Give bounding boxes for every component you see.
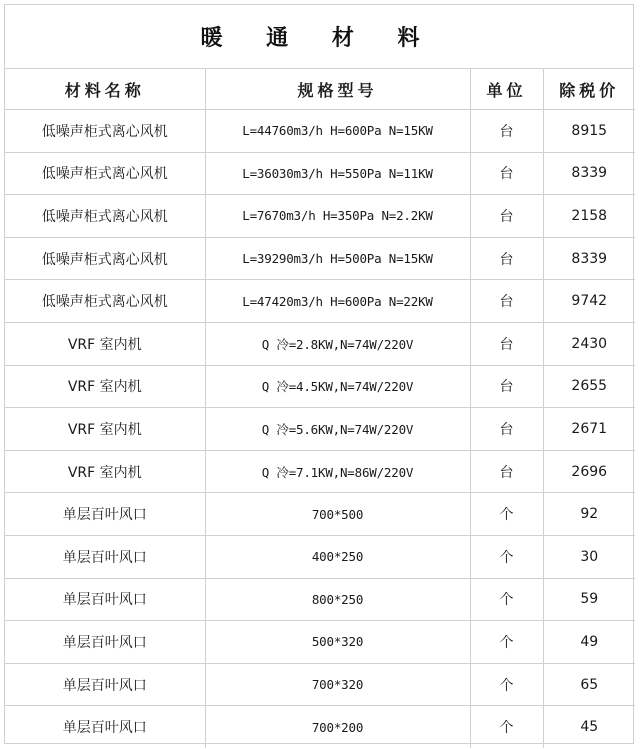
table-row: [5, 450, 635, 493]
table-row: [5, 408, 635, 451]
table-row: [5, 365, 635, 408]
cell-price: 45: [543, 706, 635, 748]
cell-unit: 台: [470, 450, 543, 493]
cell-material-name: 低噪声柜式离心风机: [5, 237, 205, 280]
cell-price: 2696: [543, 450, 635, 493]
cell-price: 2655: [543, 365, 635, 408]
cell-unit: 个: [470, 706, 543, 748]
cell-spec-model: L=44760m3/h H=600Pa N=15KW: [205, 110, 470, 153]
table-row: [5, 706, 635, 748]
table-row: [5, 663, 635, 706]
header-price-excl-tax: 除税价: [543, 69, 635, 110]
cell-spec-model: L=7670m3/h H=350Pa N=2.2KW: [205, 195, 470, 238]
cell-material-name: 低噪声柜式离心风机: [5, 152, 205, 195]
cell-price: 30: [543, 535, 635, 578]
cell-material-name: 单层百叶风口: [5, 493, 205, 536]
cell-material-name: 单层百叶风口: [5, 578, 205, 621]
cell-unit: 个: [470, 578, 543, 621]
table-row: [5, 195, 635, 238]
cell-unit: 个: [470, 535, 543, 578]
cell-spec-model: 700*320: [205, 663, 470, 706]
cell-material-name: 单层百叶风口: [5, 621, 205, 664]
cell-material-name: 低噪声柜式离心风机: [5, 195, 205, 238]
cell-spec-model: Q 冷=2.8KW,N=74W/220V: [205, 322, 470, 365]
cell-unit: 个: [470, 493, 543, 536]
table-row: [5, 493, 635, 536]
cell-spec-model: L=39290m3/h H=500Pa N=15KW: [205, 237, 470, 280]
cell-unit: 台: [470, 365, 543, 408]
cell-unit: 台: [470, 408, 543, 451]
materials-table: [5, 69, 635, 748]
cell-price: 92: [543, 493, 635, 536]
cell-spec-model: Q 冷=5.6KW,N=74W/220V: [205, 408, 470, 451]
cell-unit: 台: [470, 195, 543, 238]
cell-spec-model: Q 冷=7.1KW,N=86W/220V: [205, 450, 470, 493]
cell-material-name: VRF 室内机: [5, 365, 205, 408]
cell-price: 65: [543, 663, 635, 706]
cell-material-name: 低噪声柜式离心风机: [5, 280, 205, 323]
cell-material-name: 低噪声柜式离心风机: [5, 110, 205, 153]
cell-price: 59: [543, 578, 635, 621]
table-row: [5, 578, 635, 621]
header-unit: 单位: [470, 69, 543, 110]
table-row: [5, 237, 635, 280]
cell-spec-model: Q 冷=4.5KW,N=74W/220V: [205, 365, 470, 408]
cell-spec-model: L=36030m3/h H=550Pa N=11KW: [205, 152, 470, 195]
table-row: [5, 535, 635, 578]
cell-price: 9742: [543, 280, 635, 323]
table-row: [5, 322, 635, 365]
cell-price: 2158: [543, 195, 635, 238]
materials-sheet: [4, 4, 634, 744]
cell-unit: 台: [470, 237, 543, 280]
table-row: [5, 621, 635, 664]
table-row: [5, 280, 635, 323]
page-title: 暖 通 材 料: [5, 5, 633, 69]
cell-spec-model: 800*250: [205, 578, 470, 621]
header-spec-model: 规格型号: [205, 69, 470, 110]
cell-unit: 个: [470, 663, 543, 706]
cell-spec-model: L=47420m3/h H=600Pa N=22KW: [205, 280, 470, 323]
cell-unit: 台: [470, 110, 543, 153]
cell-spec-model: 700*500: [205, 493, 470, 536]
cell-material-name: VRF 室内机: [5, 322, 205, 365]
cell-material-name: 单层百叶风口: [5, 706, 205, 748]
cell-price: 2671: [543, 408, 635, 451]
cell-unit: 台: [470, 152, 543, 195]
cell-price: 8339: [543, 152, 635, 195]
cell-unit: 个: [470, 621, 543, 664]
table-header-row: [5, 69, 635, 110]
table-row: [5, 152, 635, 195]
cell-material-name: VRF 室内机: [5, 408, 205, 451]
header-material-name: 材料名称: [5, 69, 205, 110]
cell-price: 8339: [543, 237, 635, 280]
cell-price: 2430: [543, 322, 635, 365]
cell-unit: 台: [470, 322, 543, 365]
cell-spec-model: 400*250: [205, 535, 470, 578]
cell-material-name: VRF 室内机: [5, 450, 205, 493]
cell-price: 8915: [543, 110, 635, 153]
cell-material-name: 单层百叶风口: [5, 535, 205, 578]
cell-price: 49: [543, 621, 635, 664]
table-row: [5, 110, 635, 153]
cell-material-name: 单层百叶风口: [5, 663, 205, 706]
cell-spec-model: 500*320: [205, 621, 470, 664]
cell-unit: 台: [470, 280, 543, 323]
cell-spec-model: 700*200: [205, 706, 470, 748]
